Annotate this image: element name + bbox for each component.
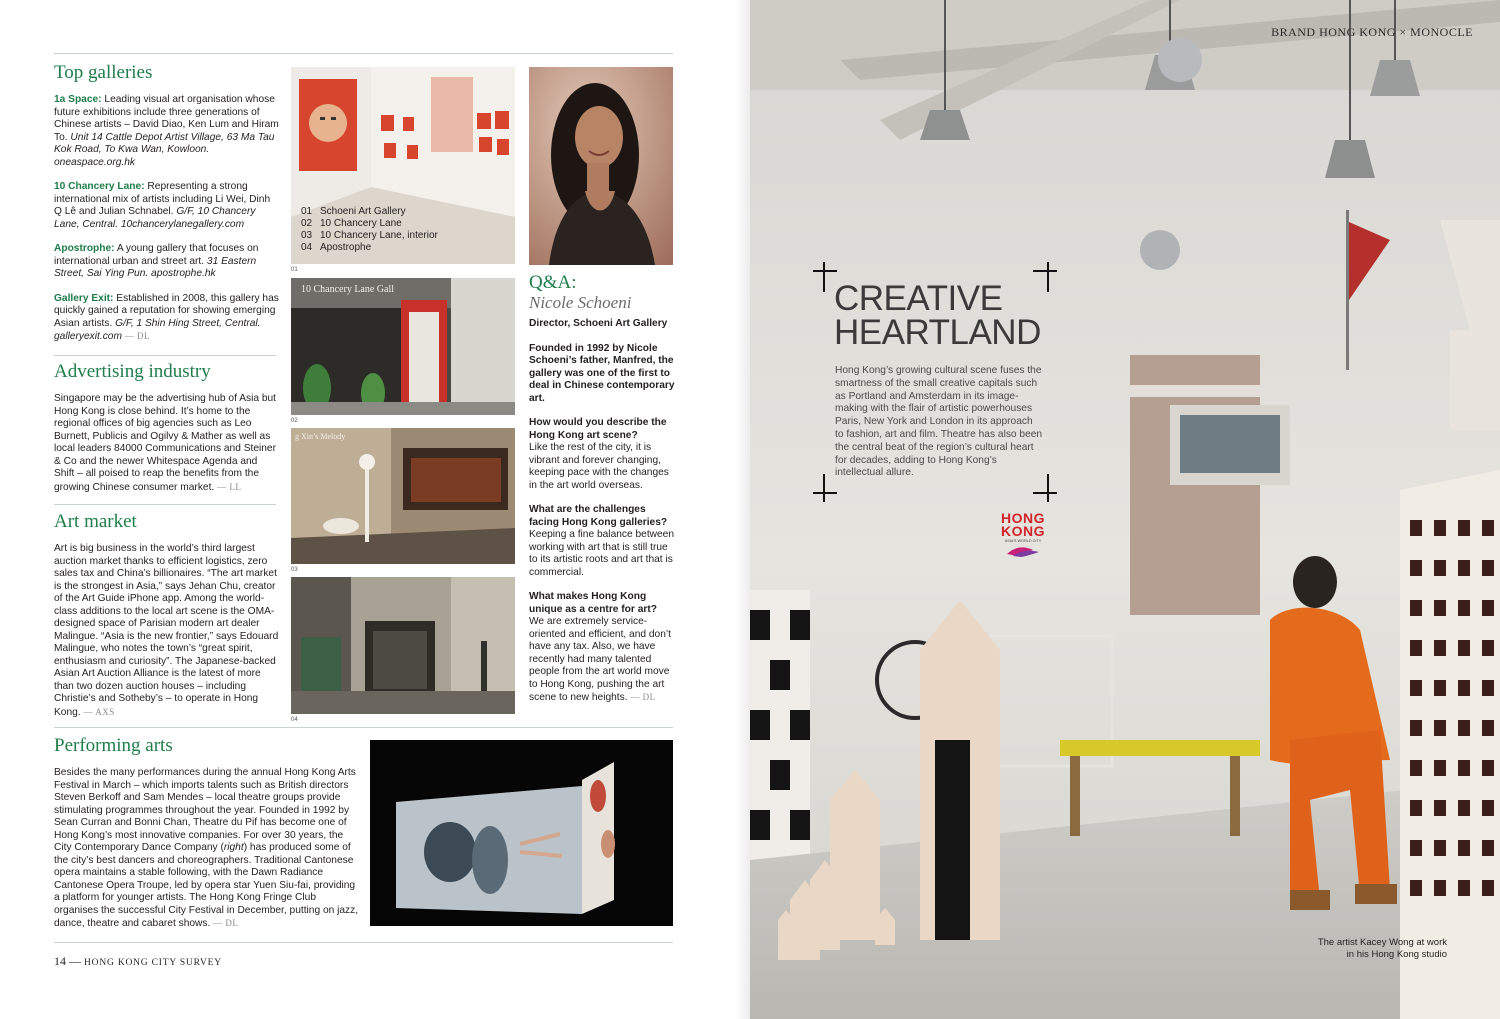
qa-heading: Q&A: [529, 272, 577, 293]
photo-10-chancery-lane [291, 278, 515, 415]
right-page [750, 0, 1500, 1019]
gallery-name: Apostrophe: [54, 243, 115, 254]
author-signature: — LL [217, 481, 242, 492]
caption-label: Schoeni Art Gallery [320, 206, 406, 217]
photo-city-contemporary-dance [370, 740, 673, 926]
crop-mark [1033, 492, 1057, 494]
masthead: BRAND HONG KONG × MONOCLE [1271, 25, 1473, 39]
portrait-illustration [529, 67, 673, 265]
logo-text: HONG [1001, 510, 1045, 526]
crop-mark [813, 492, 837, 494]
headline-line: HEARTLAND [834, 313, 1041, 352]
art-market-text: Art is big business in the world’s third largest auction market thanks to efficient logistics, zero sales tax and China’s billionaires. “The art market is the strongest in Asia,” says Jehan Chu, creator of the Art Guide iPhone app. Among the world-class additions to the local art scene is the OMA-designed space of Parisian modern art dealer Malingue. “Asia is the new frontier,” says Edouard Malingue, who notes the town’s “great spirit, enthusiasm and curiosity”. The Japanese-backed Asian Art Auction Alliance is the latest of more than two dozen auction houses – including Christie’s and Sotheby’s – to operate in Hong Kong. [54, 543, 279, 718]
headline [834, 279, 1041, 352]
art-market-body [54, 543, 280, 719]
photo-caption [301, 218, 501, 230]
gallery-name: 1a Space: [54, 94, 102, 105]
qa-question: How would you describe the Hong Kong art scene? [529, 417, 667, 441]
gallery-text: A young gallery that focuses on international urban and street art. [54, 243, 259, 267]
qa-question: What are the challenges facing Hong Kong galleries? [529, 504, 668, 528]
photo-apostrophe [291, 577, 515, 714]
crop-mark [1047, 474, 1049, 502]
dance-performance-illustration [370, 740, 673, 926]
photo-number: 02 [291, 418, 298, 424]
folio-rule [54, 942, 673, 943]
qa-body [529, 318, 675, 717]
crop-mark [1033, 270, 1057, 272]
caption-number: 04 [301, 242, 313, 253]
author-signature: — DL [630, 692, 656, 702]
photo-nicole-schoeni-portrait [529, 67, 673, 265]
chancery-lane-exterior-illustration [291, 278, 515, 415]
performing-arts-body [54, 767, 360, 931]
caption-label: 10 Chancery Lane [320, 218, 402, 229]
photo-caption-list [301, 206, 501, 254]
qa-item [529, 591, 675, 705]
qa-answer: Keeping a fine balance between working with art that is still true to its artistic roots and art that is commercial. [529, 529, 675, 578]
caption-line: in his Hong Kong studio [1346, 949, 1447, 960]
caption-number: 03 [301, 230, 313, 241]
gallery-address: G/F, 1 Shin Hing Street, Central. galleryexit.com [54, 317, 261, 342]
headline-line: CREATIVE [834, 279, 1003, 318]
qa-item [529, 504, 675, 579]
intro-paragraph: Hong Kong’s growing cultural scene fuses the smartness of the small creative capitals such as Portland and Amsterdam in its image-making with the flair of artistic powerhouses Paris, New York and London in its approach to fashion, art and film. Theatre has also been the central beat of the region’s cultural heart for decades, adding to Hong Kong’s intellectual allure. [835, 365, 1043, 479]
interior-sign: g Xin’s Melody [295, 432, 346, 441]
crop-mark [823, 262, 825, 292]
folio [54, 954, 222, 969]
folio-title: HONG KONG CITY SURVEY [84, 958, 222, 968]
gallery-name: 10 Chancery Lane: [54, 181, 145, 192]
dragon-icon [1003, 544, 1043, 558]
caption-label: 10 Chancery Lane, interior [320, 230, 438, 241]
logo-text: KONG [1001, 523, 1045, 539]
apostrophe-street-illustration [291, 577, 515, 714]
photo-caption [301, 230, 501, 242]
photo-caption [301, 206, 501, 218]
chancery-lane-sign: 10 Chancery Lane Gall [301, 284, 395, 295]
author-signature: — DL [213, 918, 239, 928]
top-galleries-body [54, 94, 280, 356]
crop-mark [813, 270, 837, 272]
gallery-address: 31 Eastern Street, Sai Ying Pun. apostrophe.hk [54, 255, 257, 279]
top-rule [54, 53, 673, 54]
qa-question: What makes Hong Kong unique as a centre for art? [529, 591, 657, 615]
gallery-text: Established in 2008, this gallery has quickly gained a reputation for showing emerging Asian artists. [54, 292, 279, 329]
performing-arts-italic: right [223, 842, 244, 853]
photo-number: 03 [291, 567, 298, 573]
gallery-address: Unit 14 Cattle Depot Artist Village, 63 Ma Tau Kok Road, To Kwa Wan, Kowloon. oneaspace.org.hk [54, 131, 275, 168]
photo-number: 01 [291, 267, 298, 273]
advertising-text: Singapore may be the advertising hub of Asia but Hong Kong is close behind. It’s home to the regional offices of big agencies such as Leo Burnett, Publicis and Ogilvy & Mather as well as local leaders 84000 Communications and Steiner & Co and the newer Whitespace Agenda and Shift – all poised to reap the benefits from the growing Chinese consumer market. [54, 393, 277, 493]
qa-answer: Like the rest of the city, it is vibrant and forever changing, keeping pace with the changes in the art world overseas. [529, 442, 669, 491]
crop-mark [1047, 262, 1049, 292]
performing-arts-text-cont: ) has produced some of the city’s best dancers and choreographers. Traditional Cantonese opera maintains a stable following, with the Dawn Radiance Cantonese Opera Troupe, led by opera star Yuen Siu-fai, providing a platform for younger artists. The Hong Kong Fringe Club organises the successful City Festival in December, putting on jazz, dance, theatre and cabaret shows. [54, 842, 359, 929]
section-title-advertising: Advertising industry [54, 361, 211, 382]
caption-number: 02 [301, 218, 313, 229]
section-rule [54, 355, 276, 356]
caption-line: The artist Kacey Wong at work [1317, 937, 1447, 948]
qa-role: Director, Schoeni Art Gallery [529, 318, 668, 329]
gallery-text: Representing a strong international mix of artists including Li Wei, Dinh Q Lê and Julian Schnabel. [54, 181, 271, 217]
caption-number: 01 [301, 206, 313, 217]
section-rule [54, 727, 673, 728]
qa-item [529, 417, 675, 492]
gallery-text: Leading visual art organisation whose future exhibitions include three generations of Chinese artists – David Diao, Ken Lum and Hiram To. [54, 94, 279, 143]
photo-caption [1318, 937, 1447, 961]
qa-interviewee-name: Nicole Schoeni [529, 293, 632, 312]
page-number: 14 [54, 954, 66, 968]
crop-mark [823, 474, 825, 502]
advertising-body [54, 393, 280, 494]
brand-hong-kong-logo [993, 512, 1053, 563]
logo-tagline: ASIA’S WORLD CITY [1004, 539, 1042, 543]
section-title-performing-arts: Performing arts [54, 735, 173, 756]
author-signature: — DL [124, 331, 151, 341]
photo-caption [301, 242, 501, 254]
section-rule [54, 504, 276, 505]
author-signature: — AXS [83, 706, 115, 717]
gallery-entry [54, 243, 280, 281]
qa-lead: Founded in 1992 by Nicole Schoeni’s father, Manfred, the gallery was one of the first to deal in Chinese contemporary art. [529, 342, 675, 404]
photo-number: 04 [291, 717, 298, 723]
performing-arts-text: Besides the many performances during the annual Hong Kong Arts Festival in March – which imports talents such as British directors Steven Berkoff and Sam Mendes – local theatre groups provide stimulating programmes throughout the year. Founded in 1992 by Sean Curran and Bonni Chan, Theatre du Pif has become one of Hong Kong’s most innovative companies. For over 30 years, the City Contemporary Dance Company ( [54, 767, 356, 853]
chancery-lane-interior-illustration [291, 428, 515, 564]
gallery-name: Gallery Exit: [54, 292, 114, 304]
gallery-entry [54, 181, 280, 231]
photo-10-chancery-lane-interior [291, 428, 515, 564]
page-gutter [736, 0, 750, 1019]
section-title-art-market: Art market [54, 511, 137, 532]
caption-label: Apostrophe [320, 242, 372, 253]
gallery-address: G/F, 10 Chancery Lane, Central. 10chancerylanegallery.com [54, 206, 256, 230]
gallery-entry [54, 293, 280, 344]
studio-photo-illustration [750, 0, 1500, 1019]
gallery-entry [54, 94, 280, 169]
folio-dash: — [69, 954, 81, 968]
qa-answer: We are extremely service-oriented and efficient, and don’t have any tax. Also, we have recently had many talented people from the art world move to Hong Kong, pushing the art scene to new heights. [529, 616, 671, 703]
section-title-top-galleries: Top galleries [54, 62, 153, 83]
